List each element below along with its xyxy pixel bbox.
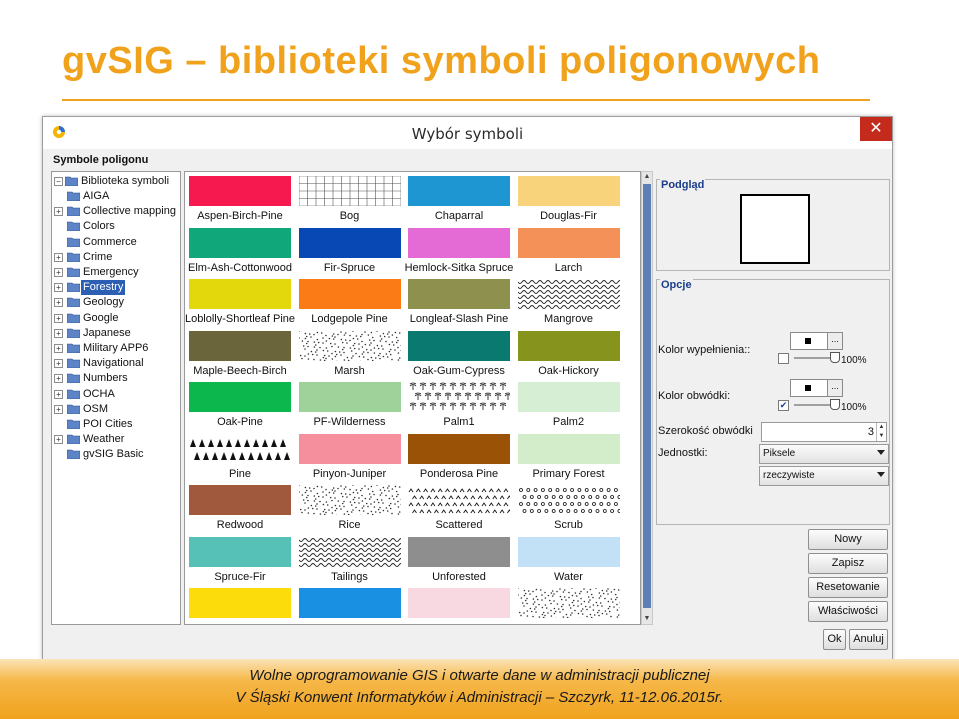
expand-toggle-icon[interactable]: + [54,435,63,444]
symbol-swatch [518,434,620,464]
units-label: Jednostki: [658,447,708,459]
symbol-cell[interactable] [515,327,623,379]
symbol-label: Maple-Beech-Birch [193,364,287,377]
symbol-label: Mangrove [544,313,593,325]
tree-item-ocha[interactable] [54,387,178,402]
folder-icon [67,313,80,323]
outline-enabled-checkbox[interactable]: ✔ [779,400,788,410]
symbol-cell[interactable] [296,481,404,533]
symbol-swatch [518,485,620,515]
symbol-cell[interactable] [515,533,623,585]
symbol-cell[interactable] [515,224,623,276]
symbol-cell[interactable] [186,275,294,327]
tree-item-navigational[interactable] [54,356,178,371]
symbol-swatch [408,485,510,515]
symbol-cell[interactable] [405,378,513,430]
tree-item-colors[interactable] [54,219,178,234]
symbol-label: Pine [228,467,252,480]
symbol-label: Oak-Pine [217,416,263,428]
expand-toggle-icon[interactable]: + [54,390,63,399]
symbol-cell[interactable] [296,378,404,430]
symbol-swatch [408,434,510,464]
symbol-cell[interactable] [515,378,623,430]
symbol-label: Lodgepole Pine [311,313,388,325]
preview-group [656,179,890,271]
symbol-swatch [408,331,510,361]
symbol-swatch [408,537,510,567]
units-mode-select[interactable] [759,466,889,486]
outline-opacity-slider[interactable] [830,399,840,410]
footer-line-2: V Śląski Konwent Informatyków i Administracji – Szczyrk, 11-12.06.2015r. [235,689,724,706]
tree-item-label: Crime [83,250,113,263]
tree-item-numbers[interactable] [54,371,178,386]
symbol-selector-dialog [42,116,893,660]
symbol-cell[interactable] [186,172,294,224]
symbol-swatch [518,176,620,206]
tree-item-aiga[interactable] [54,189,178,204]
chevron-down-icon [877,472,885,477]
polygon-symbols-label: Symbole poligonu [53,154,149,166]
symbol-cell[interactable] [186,327,294,379]
folder-icon [67,191,80,201]
symbol-cell[interactable] [186,481,294,533]
tree-root-label: Biblioteka symboli [81,175,170,187]
symbol-swatch [189,176,291,206]
expand-toggle-icon[interactable]: + [54,283,63,292]
fill-color-button[interactable] [790,332,828,350]
symbol-cell[interactable] [405,430,513,482]
symbol-cell[interactable] [405,584,513,625]
symbol-swatch [189,331,291,361]
symbol-swatch [189,485,291,515]
folder-icon [67,404,80,414]
outline-opacity-value: 100% [841,402,867,413]
tree-item-label: Japanese [83,326,131,339]
symbol-label: Ponderosa Pine [419,467,499,480]
symbol-swatch [299,382,401,412]
symbol-cell[interactable] [405,172,513,224]
symbol-grid-scrollbar[interactable] [641,171,653,625]
tree-item-osm[interactable] [54,402,178,417]
symbol-label: Oak-Gum-Cypress [413,364,505,377]
scroll-up-icon[interactable]: ▲ [643,173,651,180]
tree-item-label: Commerce [83,235,137,248]
symbol-cell[interactable] [515,172,623,224]
symbol-label: Loblolly-Shortleaf Pine [184,313,296,325]
tree-item-commerce[interactable] [54,235,178,250]
folder-icon [67,221,80,231]
units-mode-value: rzeczywiste [763,470,815,481]
symbol-swatch [299,176,401,206]
tree-item-google[interactable] [54,311,178,326]
symbol-swatch [518,382,620,412]
symbol-cell[interactable] [186,430,294,482]
tree-item-gvsig-basic[interactable] [54,447,178,462]
collapse-toggle-icon[interactable]: − [54,177,63,186]
slide-title: gvSIG – biblioteki symboli poligonowych [62,40,821,82]
symbol-cell[interactable] [296,327,404,379]
tree-item-crime[interactable] [54,250,178,265]
folder-icon [67,206,80,216]
options-group [656,279,890,525]
tree-item-poi-cities[interactable] [54,417,178,432]
symbol-label: Redwood [216,519,264,531]
folder-icon [67,343,80,353]
fill-color-swatch [805,338,811,344]
symbol-swatch [299,434,401,464]
cancel-button[interactable]: Anuluj [849,629,888,650]
symbol-swatch [299,537,401,567]
outline-color-label: Kolor obwódki: [658,390,731,402]
save-button[interactable]: Zapisz [808,553,888,574]
fill-enabled-checkbox[interactable] [778,353,789,364]
units-select[interactable] [759,444,889,464]
close-button[interactable]: ✕ [860,117,892,141]
fill-opacity-value: 100% [841,355,867,366]
symbol-label: Douglas-Fir [540,210,597,222]
tree-item-label: AIGA [83,190,110,202]
folder-icon [67,328,80,338]
symbol-swatch [189,279,291,309]
symbol-swatch [189,382,291,412]
symbol-cell[interactable] [296,224,404,276]
chevron-down-icon [877,450,885,455]
expand-toggle-icon[interactable]: + [54,374,63,383]
symbol-label: Unforested [432,570,486,583]
symbol-label: Fir-Spruce [323,261,376,274]
tree-item-label: POI Cities [83,418,133,430]
symbol-label: Scattered [435,519,483,531]
symbol-cell[interactable] [405,481,513,533]
reset-button[interactable]: Resetowanie [808,577,888,598]
expand-toggle-icon[interactable]: + [54,253,63,262]
expand-toggle-icon[interactable]: + [54,405,63,414]
outline-width-label: Szerokość obwódki [658,425,753,437]
symbol-label: Longleaf-Slash Pine [409,313,509,325]
symbol-cell[interactable] [405,224,513,276]
symbol-swatch [408,228,510,258]
symbol-label: Rice [338,519,361,531]
symbol-preview [740,194,810,264]
outline-color-button[interactable] [790,379,828,397]
symbol-cell[interactable] [296,584,404,625]
tree-item-emergency[interactable] [54,265,178,280]
symbol-label: Palm2 [552,416,585,428]
tree-item-label: Weather [83,433,125,446]
expand-toggle-icon[interactable]: + [54,207,63,216]
scroll-down-icon[interactable]: ▼ [643,615,651,622]
tree-item-geology[interactable] [54,295,178,310]
symbol-cell[interactable] [515,481,623,533]
folder-icon [67,252,80,262]
folder-icon [67,449,80,459]
dialog-titlebar [43,117,892,149]
tree-item-label: Collective mapping [83,205,176,218]
tree-item-weather[interactable] [54,432,178,447]
symbol-cell[interactable] [186,584,294,625]
symbol-cell[interactable] [296,533,404,585]
scroll-thumb[interactable] [643,184,651,608]
options-title: Opcje [661,279,692,291]
expand-toggle-icon[interactable]: + [54,268,63,277]
folder-icon [67,434,80,444]
units-select-value: Piksele [763,448,796,459]
symbol-swatch [408,279,510,309]
symbol-label: Larch [554,261,583,274]
symbol-cell[interactable] [405,533,513,585]
fill-color-label: Kolor wypełnienia:: [658,344,751,356]
outline-width-value: 3 [867,426,874,438]
folder-icon [67,297,80,307]
folder-icon [65,176,78,186]
preview-title: Podgląd [661,179,705,191]
symbol-swatch [189,228,291,258]
expand-toggle-icon[interactable]: + [54,359,63,368]
tree-item-label: Forestry [83,281,124,294]
expand-toggle-icon[interactable]: + [54,344,63,353]
tree-item-label: Geology [83,296,124,309]
dialog-title: Wybór symboli [411,125,524,143]
symbol-swatch [299,331,401,361]
folder-icon [67,267,80,277]
symbol-swatch [518,537,620,567]
symbol-label: Palm1 [443,416,475,428]
tree-item-label: Colors [83,220,115,233]
expand-toggle-icon[interactable]: + [54,298,63,307]
folder-icon [67,282,80,292]
properties-button[interactable]: Właściwości [808,601,888,622]
symbol-cell[interactable] [405,275,513,327]
symbol-swatch [408,382,510,412]
tree-item-label: Google [83,311,119,324]
symbol-label: Bog [339,210,360,222]
tree-item-label: OSM [83,402,109,415]
symbol-swatch [518,588,620,618]
spinner-arrows-icon[interactable]: ▲ ▼ [876,423,886,441]
folder-icon [67,419,80,429]
symbol-cell[interactable] [296,172,404,224]
symbol-swatch [408,588,510,618]
tree-item-forestry[interactable] [54,280,178,295]
symbol-label: Chaparral [434,210,484,222]
symbol-label: Spruce-Fir [214,570,266,583]
folder-icon [67,237,80,247]
symbol-swatch [299,485,401,515]
folder-icon [67,389,80,399]
symbol-label: Pinyon-Juniper [312,467,387,480]
expand-toggle-icon[interactable]: + [54,314,63,323]
symbol-swatch [189,434,291,464]
symbol-cell[interactable] [296,275,404,327]
symbol-cell[interactable] [515,584,623,625]
symbol-swatch [408,176,510,206]
new-button[interactable]: Nowy [808,529,888,550]
symbol-cell[interactable] [515,275,623,327]
symbol-cell[interactable] [186,533,294,585]
tree-item-japanese[interactable] [54,326,178,341]
symbol-label: PF-Wilderness [313,416,386,428]
symbol-label: Marsh [334,364,365,377]
symbol-swatch [518,331,620,361]
outline-color-swatch [805,385,811,391]
symbol-label: Aspen-Birch-Pine [197,210,283,222]
symbol-swatch [189,588,291,618]
fill-color-more-button[interactable]: ... [827,332,843,350]
title-underline [62,99,870,101]
symbol-swatch [518,228,620,258]
symbol-swatch [299,588,401,618]
outline-color-more-button[interactable]: ... [827,379,843,397]
symbol-swatch [299,228,401,258]
symbol-label: Primary Forest [532,467,605,480]
symbol-label: Scrub [554,519,583,531]
tree-item-label: OCHA [83,387,115,400]
symbol-label: Oak-Hickory [538,364,599,377]
library-tree[interactable] [51,171,181,625]
symbol-swatch [189,537,291,567]
tree-item-label: Numbers [83,372,128,385]
symbol-swatch [518,279,620,309]
footer-line-1: Wolne oprogramowanie GIS i otwarte dane w administracji publicznej [249,667,710,684]
tree-item-label: gvSIG Basic [83,448,144,461]
folder-icon [67,358,80,368]
tree-item-label: Military APP6 [83,342,149,354]
symbol-cell[interactable] [296,430,404,482]
folder-icon [67,373,80,383]
tree-root[interactable] [54,174,178,189]
symbol-cell[interactable] [186,224,294,276]
symbol-label: Elm-Ash-Cottonwood [188,261,292,274]
outline-width-spinner[interactable] [761,422,887,442]
tree-item-collective-mapping[interactable] [54,204,178,219]
ok-button[interactable]: Ok [823,629,846,650]
symbol-label: Hemlock-Sitka Spruce [404,261,514,274]
symbol-grid[interactable] [184,171,641,625]
tree-item-label: Emergency [83,266,139,278]
symbol-cell[interactable] [405,327,513,379]
symbol-swatch [299,279,401,309]
tree-item-military-app6[interactable] [54,341,178,356]
symbol-label: Water [554,570,583,583]
symbol-cell[interactable] [186,378,294,430]
fill-opacity-slider[interactable] [830,352,840,363]
symbol-cell[interactable] [515,430,623,482]
symbol-label: Tailings [331,570,368,583]
expand-toggle-icon[interactable]: + [54,329,63,338]
tree-item-label: Navigational [83,357,144,370]
